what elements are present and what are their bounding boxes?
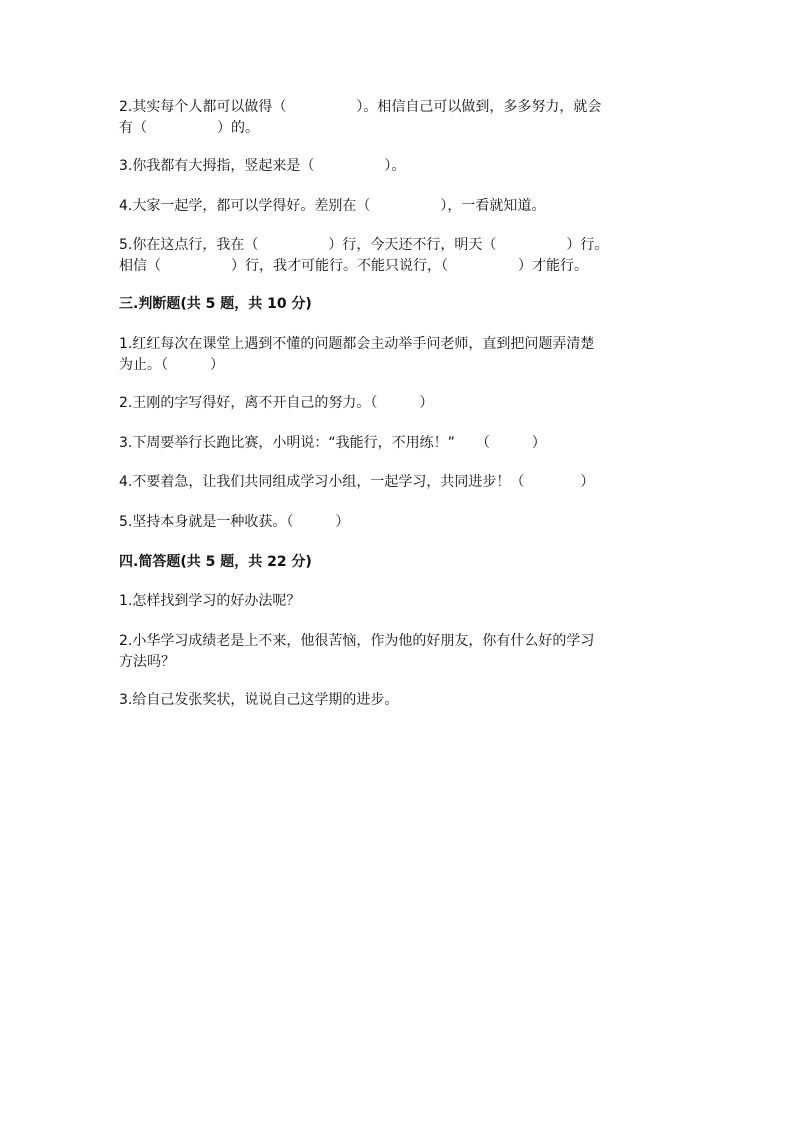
question-line: 相信（ ）行，我才可能行。不能只说行，（ ）才能行。 [119,258,588,274]
question-line: 1.红红每次在课堂上遇到不懂的问题都会主动举手问老师，直到把问题弄清楚 [119,336,595,352]
judgment-question-3 [119,433,546,454]
question-line: 5.你在这点行，我在（ ）行，今天还不行，明天（ ）行。 [119,237,609,253]
judgment-question-1 [119,334,594,376]
fill-blank-question-4 [119,196,545,217]
question-line: 4.不要着急，让我们共同组成学习小组，一起学习，共同进步！（ ） [119,474,595,490]
judgment-question-5 [119,512,349,533]
judgment-question-4 [119,472,594,493]
question-line: 1.怎样找到学习的好办法呢？ [119,593,301,609]
fill-blank-question-5 [119,235,608,277]
question-line: 5.坚持本身就是一种收获。（ ） [119,514,350,530]
section-heading-judgment: 三.判断题(共 5 题，共 10 分) [119,296,312,312]
question-line: 2.王刚的字写得好，离不开自己的努力。（ ） [119,395,434,411]
judgment-question-2 [119,393,433,414]
question-line: 2.其实每个人都可以做得（ ）。相信自己可以做到，多多努力，就会 [119,99,602,115]
fill-blank-question-2 [119,97,601,139]
question-line: 3.下周要举行长跑比赛，小明说：“我能行，不用练！” （ ） [119,435,546,451]
short-answer-question-1 [119,591,300,612]
question-line: 3.给自己发张奖状，说说自己这学期的进步。 [119,692,399,708]
fill-blank-question-3 [119,156,405,177]
question-line: 3.你我都有大拇指，竖起来是（ ）。 [119,158,406,174]
question-line: 有（ ）的。 [119,120,259,136]
short-answer-question-3 [119,690,398,711]
section-heading-short-answer: 四.简答题(共 5 题，共 22 分) [119,554,312,570]
question-line: 为止。（ ） [119,357,224,373]
question-line: 4.大家一起学，都可以学得好。差别在（ ），一看就知道。 [119,198,546,214]
question-line: 方法吗？ [119,654,175,670]
question-line: 2.小华学习成绩老是上不来，他很苦恼，作为他的好朋友，你有什么好的学习 [119,633,595,649]
short-answer-question-2 [119,631,594,673]
